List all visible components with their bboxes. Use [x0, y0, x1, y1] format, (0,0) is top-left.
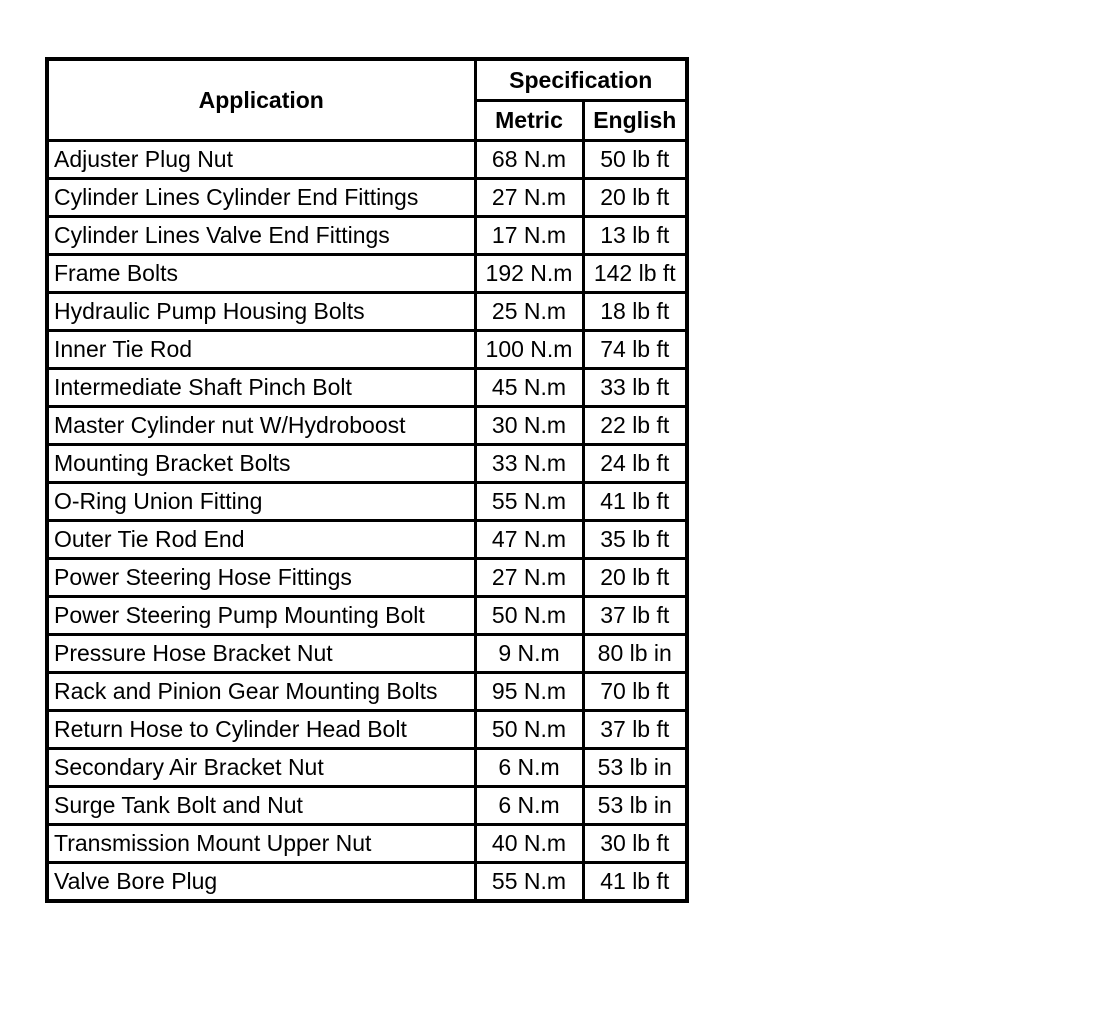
application-cell: Surge Tank Bolt and Nut — [47, 787, 475, 825]
application-cell: O-Ring Union Fitting — [47, 483, 475, 521]
english-value-cell: 74 lb ft — [583, 331, 687, 369]
application-cell: Hydraulic Pump Housing Bolts — [47, 293, 475, 331]
metric-value-cell: 17 N.m — [475, 217, 583, 255]
application-cell: Power Steering Pump Mounting Bolt — [47, 597, 475, 635]
table-header — [47, 59, 687, 141]
table-row — [47, 559, 687, 597]
english-value-cell: 35 lb ft — [583, 521, 687, 559]
metric-value-cell: 25 N.m — [475, 293, 583, 331]
table-row — [47, 445, 687, 483]
english-value-cell: 33 lb ft — [583, 369, 687, 407]
header-row-top — [47, 59, 687, 101]
english-value-cell: 20 lb ft — [583, 559, 687, 597]
metric-value-cell: 27 N.m — [475, 179, 583, 217]
metric-value-cell: 40 N.m — [475, 825, 583, 863]
application-cell: Adjuster Plug Nut — [47, 141, 475, 179]
table-row — [47, 293, 687, 331]
table-row — [47, 521, 687, 559]
english-value-cell: 24 lb ft — [583, 445, 687, 483]
table-row — [47, 369, 687, 407]
english-value-cell: 30 lb ft — [583, 825, 687, 863]
application-cell: Master Cylinder nut W/Hydroboost — [47, 407, 475, 445]
application-cell: Return Hose to Cylinder Head Bolt — [47, 711, 475, 749]
application-cell: Rack and Pinion Gear Mounting Bolts — [47, 673, 475, 711]
application-header: Application — [47, 59, 475, 141]
metric-value-cell: 100 N.m — [475, 331, 583, 369]
metric-value-cell: 95 N.m — [475, 673, 583, 711]
english-value-cell: 18 lb ft — [583, 293, 687, 331]
english-value-cell: 70 lb ft — [583, 673, 687, 711]
specification-header: Specification — [475, 59, 687, 101]
english-value-cell: 80 lb in — [583, 635, 687, 673]
application-cell: Outer Tie Rod End — [47, 521, 475, 559]
metric-value-cell: 192 N.m — [475, 255, 583, 293]
table-row — [47, 749, 687, 787]
english-value-cell: 41 lb ft — [583, 483, 687, 521]
application-cell: Valve Bore Plug — [47, 863, 475, 902]
application-cell: Pressure Hose Bracket Nut — [47, 635, 475, 673]
application-cell: Inner Tie Rod — [47, 331, 475, 369]
metric-value-cell: 55 N.m — [475, 863, 583, 902]
english-value-cell: 53 lb in — [583, 787, 687, 825]
table-row — [47, 825, 687, 863]
table-body — [47, 141, 687, 902]
application-cell: Mounting Bracket Bolts — [47, 445, 475, 483]
metric-value-cell: 9 N.m — [475, 635, 583, 673]
english-value-cell: 53 lb in — [583, 749, 687, 787]
application-cell: Power Steering Hose Fittings — [47, 559, 475, 597]
metric-value-cell: 50 N.m — [475, 711, 583, 749]
table-row — [47, 635, 687, 673]
table-row — [47, 179, 687, 217]
application-cell: Cylinder Lines Valve End Fittings — [47, 217, 475, 255]
metric-value-cell: 47 N.m — [475, 521, 583, 559]
application-cell: Intermediate Shaft Pinch Bolt — [47, 369, 475, 407]
english-value-cell: 22 lb ft — [583, 407, 687, 445]
metric-value-cell: 27 N.m — [475, 559, 583, 597]
table-row — [47, 673, 687, 711]
table-row — [47, 787, 687, 825]
metric-value-cell: 30 N.m — [475, 407, 583, 445]
english-value-cell: 20 lb ft — [583, 179, 687, 217]
english-value-cell: 13 lb ft — [583, 217, 687, 255]
metric-value-cell: 6 N.m — [475, 749, 583, 787]
table-row — [47, 407, 687, 445]
table-row — [47, 141, 687, 179]
metric-value-cell: 68 N.m — [475, 141, 583, 179]
application-cell: Frame Bolts — [47, 255, 475, 293]
table-row — [47, 217, 687, 255]
table-row — [47, 863, 687, 902]
metric-value-cell: 50 N.m — [475, 597, 583, 635]
metric-value-cell: 55 N.m — [475, 483, 583, 521]
table-row — [47, 711, 687, 749]
english-value-cell: 37 lb ft — [583, 711, 687, 749]
application-cell: Secondary Air Bracket Nut — [47, 749, 475, 787]
metric-value-cell: 33 N.m — [475, 445, 583, 483]
table-row — [47, 255, 687, 293]
metric-header: Metric — [475, 101, 583, 141]
metric-value-cell: 45 N.m — [475, 369, 583, 407]
english-header: English — [583, 101, 687, 141]
english-value-cell: 41 lb ft — [583, 863, 687, 902]
table-row — [47, 597, 687, 635]
table-row — [47, 483, 687, 521]
english-value-cell: 50 lb ft — [583, 141, 687, 179]
table-row — [47, 331, 687, 369]
english-value-cell: 37 lb ft — [583, 597, 687, 635]
metric-value-cell: 6 N.m — [475, 787, 583, 825]
torque-spec-table — [45, 57, 689, 903]
application-cell: Cylinder Lines Cylinder End Fittings — [47, 179, 475, 217]
application-cell: Transmission Mount Upper Nut — [47, 825, 475, 863]
english-value-cell: 142 lb ft — [583, 255, 687, 293]
